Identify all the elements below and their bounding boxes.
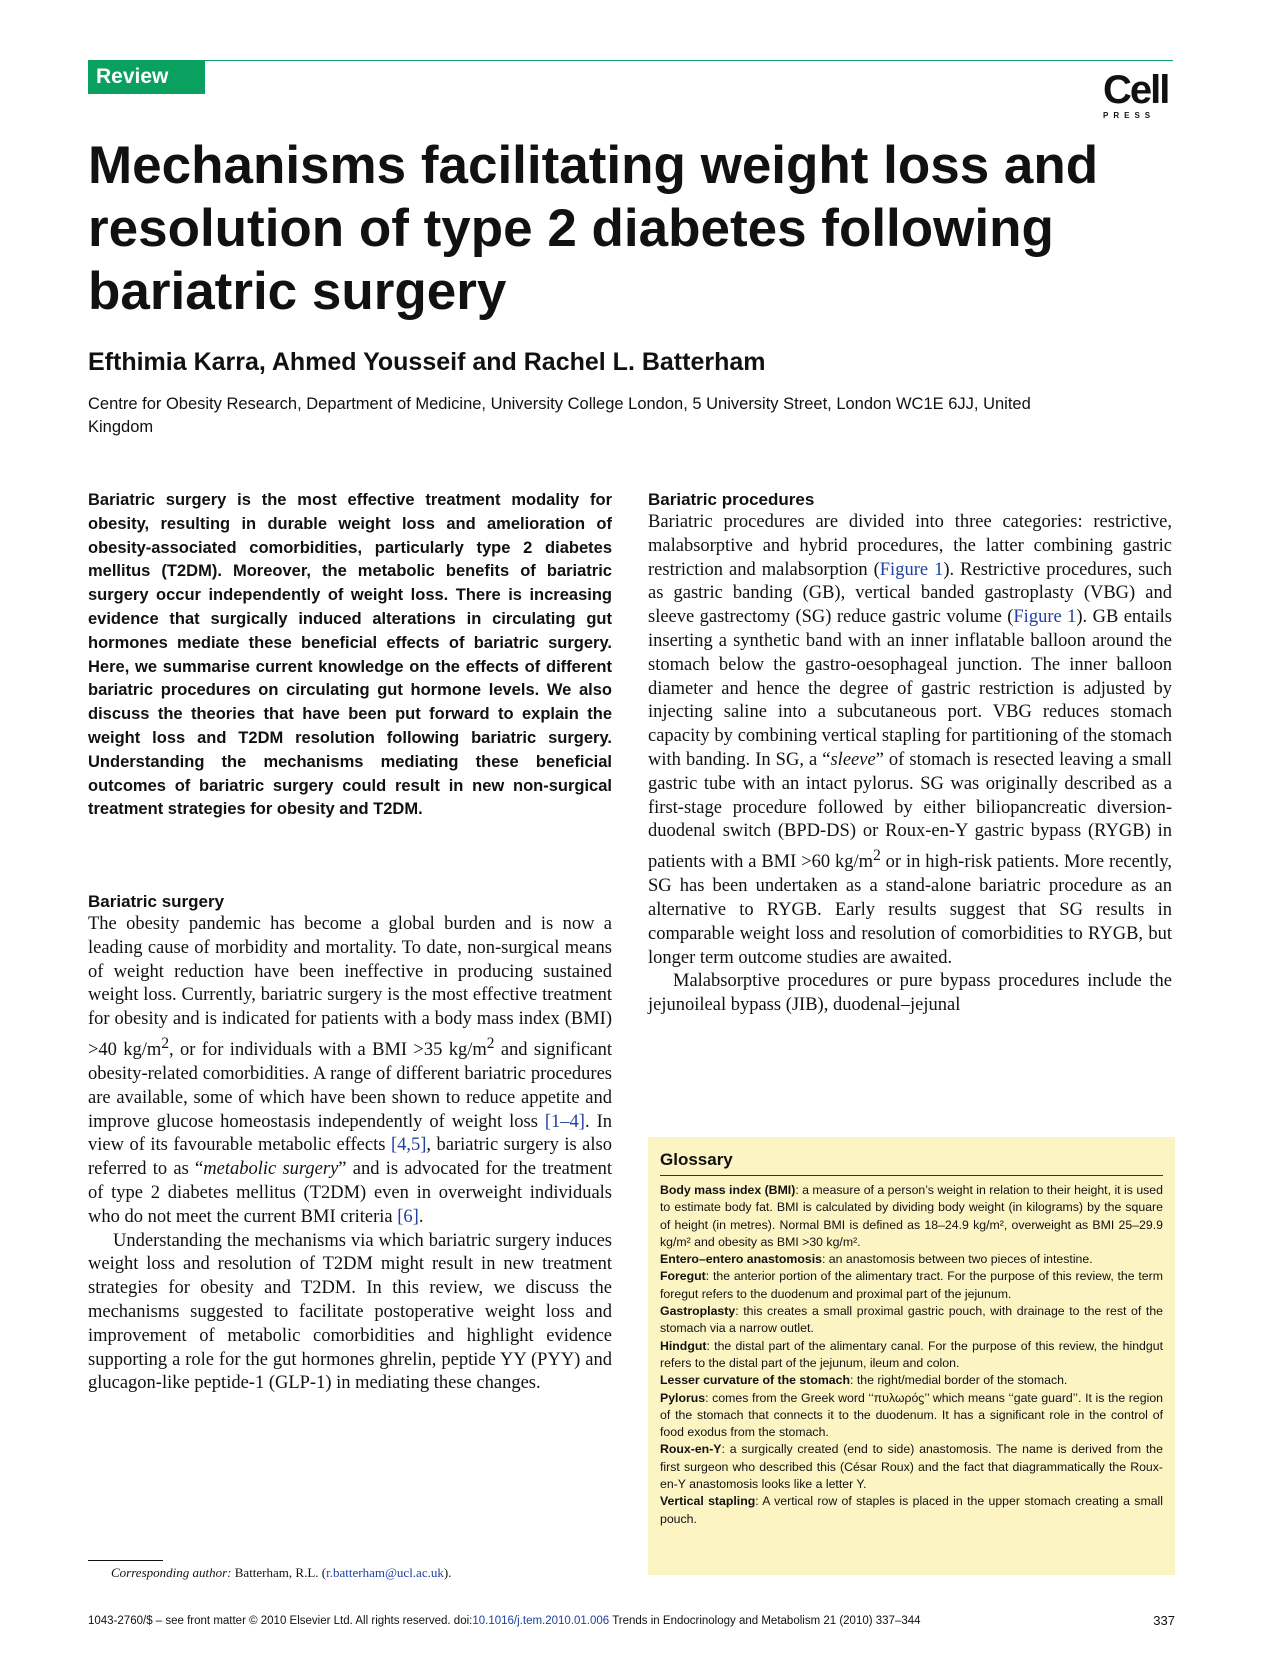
glossary-entry — [660, 1338, 1163, 1373]
author-list: Efthimia Karra, Ahmed Yousseif and Rachel L. Batterham — [88, 348, 766, 376]
paragraph: Understanding the mechanisms via which bariatric surgery induces weight loss and resolution of T2DM might result in new treatment strategies for obesity and T2DM. In this review, we discuss the mechanisms suggested to facilitate postoperative weight loss and improvement of metabolic comorbidities and highlight evidence supporting a role for the gut hormones ghrelin, peptide YY (PYY) and glucagon-like peptide-1 (GLP-1) in mediating these changes. — [88, 1230, 612, 1394]
glossary-definition: : comes from the Greek word ‘‘πυλωρόϛ’’ which means ‘‘gate guard’’. It is the region of the stomach that connects it to the duodenum. It has a significant role in the control of food exodus from the stomach. — [660, 1390, 1163, 1440]
affiliation: Centre for Obesity Research, Department of Medicine, University College London, 5 University Street, London WC1E 6JJ, United Kingdom — [88, 395, 1031, 436]
citation-link[interactable]: [4,5] — [390, 1135, 427, 1156]
paragraph: The obesity pandemic has become a global burden and is now a leading cause of morbidity and mortality. To date, non-surgical means of weight reduction have been ineffective in producing sustained weight loss. Currently, bariatric surgery is the most effective treatment for obesity and is indicated for patients with a body mass index (BMI) >40 $kg/m^2$, or for individuals with a BMI >35 $kg/m^2$ and significant obesity-related comorbidities. A range of different bariatric procedures are available, some of which have been shown to reduce appetite and improve glucose homeostasis independently of weight loss [1–4]. In view of its favourable metabolic effects [4,5], bariatric surgery is also referred to as “metabolic surgery” and is advocated for the treatment of type 2 diabetes mellitus (T2DM) even in overweight individuals who do not meet the current BMI criteria [6]. — [88, 914, 612, 1227]
glossary-term: Body mass index (BMI) — [660, 1183, 796, 1197]
glossary-entry — [660, 1182, 1163, 1251]
glossary-term: Entero–entero anastomosis — [660, 1252, 822, 1267]
citation-link[interactable]: [1–4] — [544, 1111, 585, 1132]
glossary-definition: : the right/medial border of the stomach. — [849, 1373, 1068, 1388]
glossary-heading: Glossary — [660, 1149, 1163, 1176]
glossary-definition: : the distal part of the alimentary canal. For the purpose of this review, the hindgut refers to the distal part of the jejunum, ileum and colon. — [660, 1338, 1163, 1370]
glossary-box — [648, 1137, 1175, 1575]
header-rule — [88, 60, 1173, 61]
footnote-rule — [88, 1560, 163, 1561]
paragraph: Malabsorptive procedures or pure bypass procedures include the jejunoileal bypass (JIB), duodenal–jejunal — [648, 971, 1172, 1016]
right-column-body — [648, 489, 1172, 1018]
page-number: 337 — [1153, 1613, 1175, 1628]
glossary-term: Roux-en-Y — [660, 1442, 722, 1457]
section-heading-bariatric-procedures: Bariatric procedures — [648, 490, 815, 509]
glossary-entry — [660, 1372, 1163, 1389]
glossary-definition: : this creates a small proximal gastric pouch, with drainage to the rest of the stomach via a narrow outlet. — [660, 1304, 1163, 1336]
glossary-definition: : A vertical row of staples is placed in the upper stomach creating a small pouch. — [660, 1494, 1163, 1526]
article-title: Mechanisms facilitating weight loss and resolution of type 2 diabetes following bariatric surgery — [88, 136, 1099, 321]
glossary-entry — [660, 1493, 1163, 1528]
glossary-definition: : an anastomosis between two pieces of intestine. — [821, 1252, 1093, 1267]
logo-sub-text: PRESS — [1103, 111, 1156, 120]
page-footer: 1043-2760/$ – see front matter © 2010 Elsevier Ltd. All rights reserved. doi:10.1016/j.tem.2010.01.006 Trends in Endocrinology and Metabolism 21 (2010) 337–344 337 — [88, 1613, 1175, 1628]
glossary-term: Foregut — [660, 1269, 706, 1284]
paragraph: Bariatric procedures are divided into three categories: restrictive, malabsorptive and hybrid procedures, the latter combining gastric restriction and malabsorption (Figure 1). Restrictive procedures, such as gastric banding (GB), vertical banded gastroplasty (VBG) and sleeve gastrectomy (SG) reduce gastric volume (Figure 1). GB entails inserting a synthetic band with an inner inflatable balloon around the stomach below the gastro-oesophageal junction. The inner balloon diameter and hence the degree of gastric restriction is adjusted by injecting saline into a subcutaneous port. VBG reduces stomach capacity by combining vertical stapling for partitioning of the stomach with banding. In SG, a “sleeve” of stomach is resected leaving a small gastric tube with an intact pylorus. SG was originally described as a first-stage procedure followed by either biliopancreatic diversion-duodenal switch (BPD-DS) or Roux-en-Y gastric bypass (RYGB) in patients with a BMI >60 $kg/m^2$ or in high-risk patients. More recently, SG has been undertaken as a stand-alone bariatric procedure as an alternative to RYGB. Early results suggest that SG results in comparable weight loss and resolution of comorbidities to RYGB, but longer term outcome studies are awaited. — [648, 512, 1173, 968]
glossary-definition: : a measure of a person’s weight in relation to their height, it is used to estimate body fat. BMI is calculated by dividing body weight (in kilograms) by the square of height (in metres). Normal BMI is defined as 18–24.9 kg/m², overweight as BMI 25–29.9 kg/m² and obesity as BMI >30 kg/m². — [660, 1183, 1163, 1249]
glossary-entry — [660, 1251, 1163, 1268]
logo-main-text: Cell — [1103, 68, 1169, 112]
cell-press-logo — [1103, 70, 1175, 120]
figure-link[interactable]: Figure 1 — [1013, 607, 1077, 628]
glossary-term: Gastroplasty — [660, 1304, 736, 1319]
article-type-tag: Review — [88, 60, 205, 94]
doi-link[interactable]: 10.1016/j.tem.2010.01.006 — [472, 1615, 610, 1627]
glossary-entry — [660, 1390, 1163, 1442]
glossary-entry — [660, 1303, 1163, 1338]
figure-link[interactable]: Figure 1 — [879, 559, 944, 580]
section-heading-bariatric-surgery: Bariatric surgery — [88, 892, 225, 911]
left-column-body — [88, 891, 612, 1396]
glossary-entry — [660, 1268, 1163, 1303]
glossary-term: Vertical stapling — [660, 1494, 756, 1509]
glossary-term: Hindgut — [660, 1338, 707, 1353]
glossary-definition: : a surgically created (end to side) anastomosis. The name is derived from the first surgeon who described this (César Roux) and the fact that diagrammatically the Roux-en-Y anastomosis looks like a letter Y. — [660, 1442, 1163, 1492]
glossary-definition: : the anterior portion of the alimentary tract. For the purpose of this review, the term foregut refers to the duodenum and proximal part of the jejunum. — [660, 1269, 1163, 1301]
glossary-term: Lesser curvature of the stomach — [660, 1373, 850, 1388]
email-link[interactable]: r.batterham@ucl.ac.uk — [326, 1565, 444, 1580]
citation-link[interactable]: [6] — [397, 1206, 419, 1227]
glossary-list — [660, 1182, 1163, 1528]
glossary-term: Pylorus — [660, 1390, 706, 1405]
glossary-entry — [660, 1441, 1163, 1493]
corresponding-author: Corresponding author: Batterham, R.L. (r.batterham@ucl.ac.uk). — [111, 1565, 452, 1580]
abstract: Bariatric surgery is the most effective treatment modality for obesity, resulting in durable weight loss and amelioration of obesity-associated comorbidities, particularly type 2 diabetes mellitus (T2DM). Moreover, the metabolic benefits of bariatric surgery occur independently of weight loss. There is increasing evidence that surgically induced alterations in circulating gut hormones mediate these beneficial effects of bariatric surgery. Here, we summarise current knowledge on the effects of different bariatric procedures on circulating gut hormone levels. We also discuss the theories that have been put forward to explain the weight loss and T2DM resolution following bariatric surgery. Understanding the mechanisms mediating these beneficial outcomes of bariatric surgery could result in new non-surgical treatment strategies for obesity and T2DM. — [88, 491, 612, 819]
